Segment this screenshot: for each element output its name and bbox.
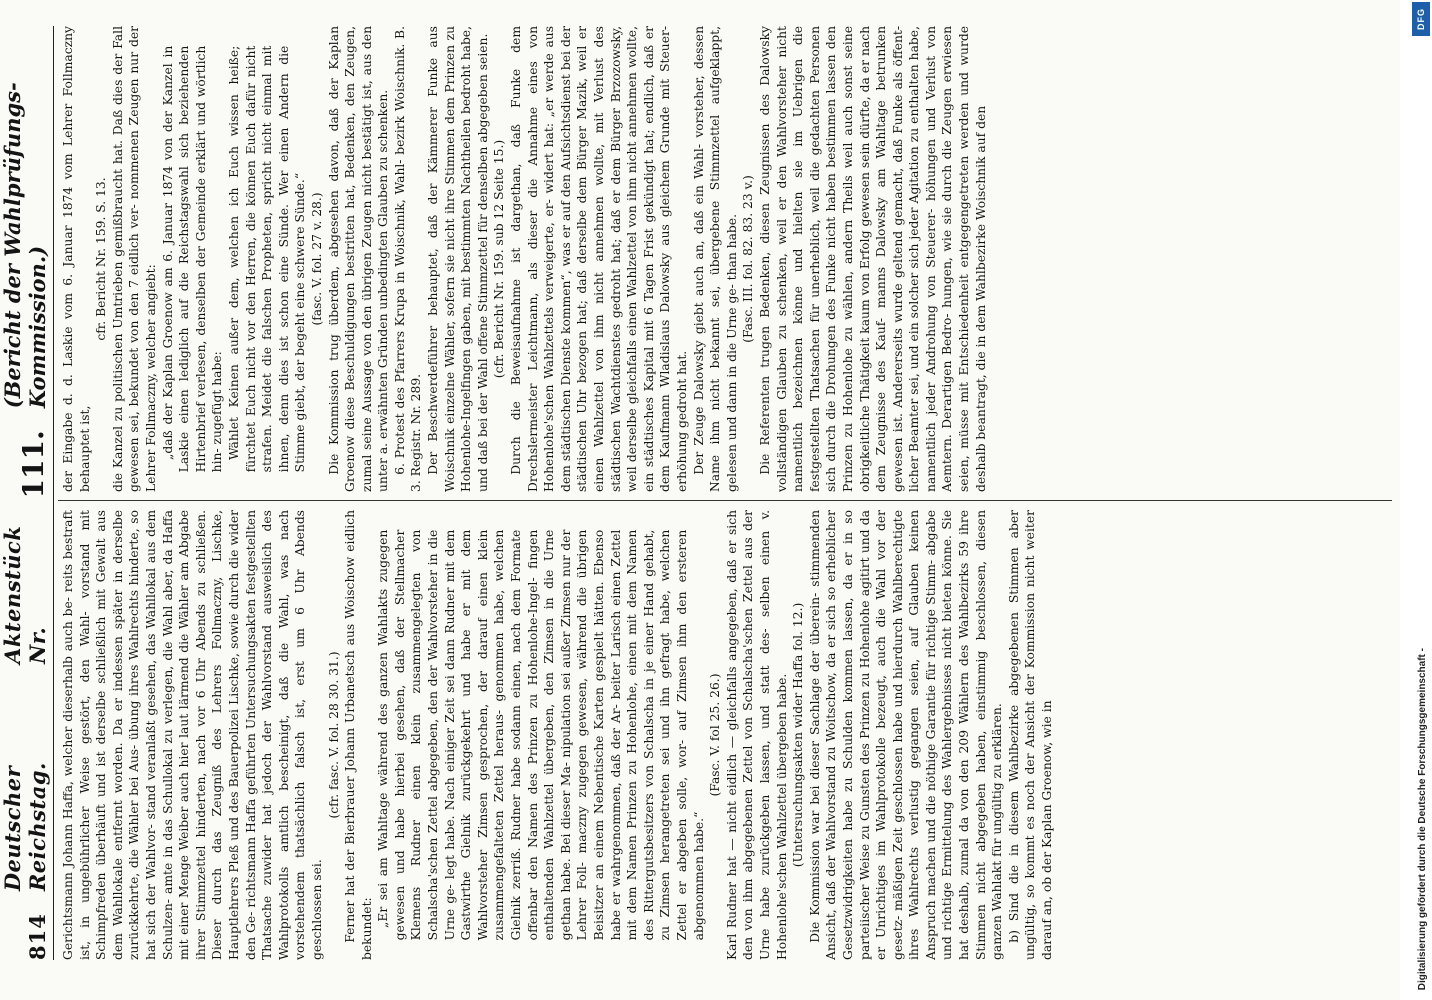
paragraph: Karl Rudner hat — nicht eidlich — gleichfalls angegeben, daß er sich den von ihm abgegebenen Zettel von Schalscha'schen Zettel aus der Urne habe zurückgeben lassen, und statt des- selben einen v. Hohenlohe'schen Wahlzettel übergeben habe. <box>724 510 789 960</box>
header-title-right: (Bericht der Wahlprüfungs-Kommission.) <box>0 82 50 409</box>
digitization-sidenote <box>1410 0 1432 1000</box>
page-header <box>0 26 54 960</box>
paragraph: der Eingabe d. d. Laskie vom 6. Januar 1874 vom Lehrer Follmaczny behauptet ist, <box>61 26 92 492</box>
citation: (Untersuchungsakten wider Haffa fol. 12.) <box>791 602 806 868</box>
dfg-logo <box>1412 2 1430 36</box>
paragraph: die Kanzel zu politischen Umtrieben gemißbraucht hat. Daß dies der Fall gewesen sei, bekundet von den 7 eidlich ver- nommenen Zeugen nur der Lehrer Follmaczny, welcher angiebt: <box>110 26 158 492</box>
citation: (Fasc. III. fol. 82. 83. 23 v.) <box>741 175 756 343</box>
paragraph: Die Referenten trugen Bedenken, diesen Zeugnissen des Dalowsky vollständigen Glauben zu schenken, weil er den Wahlvorsteher nicht namentlich bezeichnen könne und hielten sie im Uebrigen die festgestellten Thatsachen für unerheblich, weil die gedachten Personen sich durch die Drohungen des Funke nicht haben bestimmen lassen den Prinzen zu Hohenlohe zu wählen, andern Theils weil auch sonst seine obrigkeitliche Thätigkeit kaum von Erfolg gewesen sein dürfte, da er nach dem Zeugnisse des Kauf- manns Dalowsky am Wahltage betrunken gewesen ist. Andererseits wurde geltend gemacht, daß Funke als öffent- licher Beamter sei, und ein solcher sich jeder Agitation zu enthalten habe, namentlich jeder Androhung von Steuerer- höhungen und Verlust von Aemtern. Derartigen Bedro- hungen, wie sie durch die Zeugen erwiesen seien, müsse mit Entschiedenheit entgegengetreten werden und wurde deshalb beantragt, die in dem Wahlbezirke Woischnik auf den <box>757 26 988 492</box>
paragraph: Die Kommission war bei dieser Sachlage der überein- stimmenden Ansicht, daß der Wahlvorstand zu Woitschow, da er sich so erheblicher Gesetzwidrigkeiten habe zu Schulden kommen lassen, da er in so parteiischer Weise zu Gunsten des Prinzen zu Hohenlohe agitirt und da er Unrichtiges im Wahlprotokolle bezeugt, auch die Wahl vor der gesetz- mäßigen Zeit geschlossen habe und hierdurch Wahlberechtigte ihres Wahlrechts verlustig gegangen seien, auf Glauben keinen Anspruch machen und die nöthige Garantie für richtige Stimm- abgabe und richtige Ermittelung des Wahlergebnisses nicht bieten könne. Sie hat deshalb, zumal da von den 209 Wählern des Wahlbezirks 59 ihre Stimmen nicht abgegeben haben, einstimmig beschlossen, diesen ganzen Wahlakt für ungültig zu erklären. <box>807 510 1005 960</box>
left-column <box>60 510 1394 960</box>
paragraph: Durch die Beweisaufnahme ist dargethan, daß Funke dem Drechslermeister Leichtmann, als dieser die Annahme eines von Hohenlohe'schen Wahlzettels verweigerte, er- widert hat: „er werde aus dem städtischen Dienste kommen“, was er auf den Aufsichtsdienst bei der städtischen Uhr bezogen hat; daß derselbe dem Bürger Mazik, weil er einen Wahlzettel von ihm nicht annehmen wollte, mit Verlust des städtischen Wachtdienstes gedroht hat; daß er dem Bürger Brzozowsky, weil derselbe gleichfalls einen Wahlzettel von ihm nicht annehmen wollte, ein städtisches Kapital mit 6 Tagen Frist gekündigt hat; endlich, daß er dem Kaufmann Wladislaus Dalowsky aus gleichem Grunde mit Steuer- erhöhung gedroht hat. <box>509 26 689 492</box>
document-number: 111. <box>17 430 50 499</box>
citation: (fasc. V. fol. 27 v. 28.) <box>309 192 324 326</box>
header-title-left: Deutscher Reichstag. <box>0 762 50 892</box>
citation: (Fasc. V. fol 25. 26.) <box>708 673 723 797</box>
quoted-testimony: Wählet Keinen außer dem, welchen ich Euch wissen heiße; fürchtet Euch nicht vor den Herren, die können Euch dafür nicht strafen. Meidet die falschen Propheten, spricht nicht einmal mit ihnen, denn dies ist schon eine Sünde. Wer einen Andern die Stimme giebt, der begeht eine schwere Sünde.“ <box>226 45 308 473</box>
paragraph: Der Zeuge Dalowsky giebt auch an, daß ein Wahl- vorsteher, dessen Name ihm nicht bekannt sei, übergebene Stimmzettel aufgeklappt, gelesen und dann in die Urne ge- than habe. <box>691 26 739 492</box>
paragraph: 6. Protest des Pfarrers Krupa in Woischnik, Wahl- bezirk Woischnik. B. 3. Registr. Nr. 289. <box>392 26 424 492</box>
paragraph: Gerichtsmann Johann Haffa, welcher dieserhalb auch be- reits bestraft ist, in ungebührlicher Weise gestört, den Wahl- vorstand mit Schimpfreden überhäuft und ist derselbe schließlich mit Gewalt aus dem Wahllokale entfernt worden. Da er indessen später in derselbe zurückkehrte, die Wähler bei Aus- übung ihres Wahlrechts hinderte, so hat sich der Wahlvor- stand veranlaßt gesehen, das Wahllokal aus dem Schulzen- amte in das Schullokal zu verlegen, die Wahl aber, da Haffa mit einer Menge Weiber auch hier laut lärmend die Wähler am Abgabe ihrer Stimmzettel hinderten, nach vor 6 Uhr Abends zu schließen. Dieser durch das Zeugniß des Lehrers Follmaczny, Lischke, Hauptlehrers Pleß und des Bauerpolizei Lischke, sowie durch die wider den Ge- richtsmann Haffa geführten Untersuchungsakten festgestellten Thatsache zuwider hat jedoch der Wahlvorstand ausweislich des Wahlprotokolls amtlich bescheinigt, daß die Wahl, was nach vorstehendem thatsächlich falsch ist, erst um 6 Uhr Abends geschlossen sei. <box>61 510 324 960</box>
header-title-middle: Aktenstück Nr. <box>0 525 50 664</box>
citation: (cfr. fasc. V. fol. 28 30. 31.) <box>326 651 341 819</box>
paragraph: b) Sind die in diesem Wahlbezirke abgegebenen Stimmen aber ungültig, so kommt es noch der Ansicht der Kommission nicht weiter darauf an, ob der Kaplan Groenow, wie in <box>1006 510 1055 960</box>
paragraph: Die Kommission trug überdem, abgesehen davon, daß der Kaplan Groenow diese Beschuldigungen bestritten hat, Bedenken, den Zeugen, zumal seine Aussage von den übrigen Zeugen nicht bestätigt ist, aus den unter a. erwähnten Gründen unbedingten Glauben zu schenken. <box>326 26 391 492</box>
paragraph: Der Beschwerdeführer behauptet, daß der Kämmerer Funke aus Woischnik einzelne Wähler, sofern sie nicht ihre Stimmen dem Prinzen zu Hohenlohe-Ingelfingen gaben, mit bestimmten Nachtheilen bedroht habe, und daß bei der Wahl offene Stimmzettel für denselben abgegeben seien. <box>426 26 490 492</box>
quoted-testimony: „Er sei am Wahltage während des ganzen Wahlakts zugegen gewesen und habe hierbei gesehen, daß der Stellmacher Klemens Rudner einen klein zusammengelegten von Schalscha'schen Zettel abgegeben, den der Wahlvorsteher in die Urne ge- legt habe. Nach einiger Zeit sei dann Rudner mit dem Gastwirthe Gielnik zurückgekehrt und habe er mit dem Wahlvorsteher Zimsen gesprochen, der darauf einen klein zusammengefalteten Zettel heraus- genommen habe, welchen Gielnik zerriß. Rudner habe sodann einen, nach dem Formate offenbar den Namen des Prinzen zu Hohenlohe-Ingel- fingen enthaltenden Wahlzettel übergeben, den Zimsen in die Urne gethan habe. Bei dieser Ma- nipulation sei außer Zimsen nur der Lehrer Foll- maczny zugegen gewesen, während die übrigen Beisitzer an einem Nebentische Karten gespielt hätten. Ebenso habe er wahrgenommen, daß der Ar- beiter Larisch einen Zettel mit dem Namen Prinzen zu Hohenlohe, einen mit dem Namen des Rittergutsbesitzers von Schalscha in je einer Hand gehabt, zu Zimsen herangetreten sei und ihn gefragt habe, welchen Zettel er abgeben solle, wor- auf Zimsen ihm den ersteren abgenommen habe.“ <box>376 529 706 941</box>
quoted-testimony: „daß der Kaplan Groenow am 6. Januar 1874 von der Kanzel in Laskie einen lediglich auf die Reichstagswahl sich beziehenden Hirtenbrief verlesen, denselben der Gemeinde erklärt und wörtlich hin- zugefügt habe: <box>160 45 225 473</box>
column-divider <box>58 500 1392 501</box>
right-column <box>60 26 1394 492</box>
page-number: 814 <box>25 913 50 960</box>
citation: cfr. Bericht Nr. 159. S. 13. <box>94 177 109 341</box>
paragraph: Ferner hat der Bierbrauer Johann Urbanetsch aus Woischow eidlich bekundet: <box>343 510 374 960</box>
digitization-credit: Digitalisierung gefördert durch die Deutsche Forschungsgemeinschaft - <box>1417 647 1428 990</box>
citation: (cfr. Bericht Nr. 159. sub 12 Seite 15.) <box>492 139 507 379</box>
dfg-logo-text: DFG <box>1416 8 1426 30</box>
